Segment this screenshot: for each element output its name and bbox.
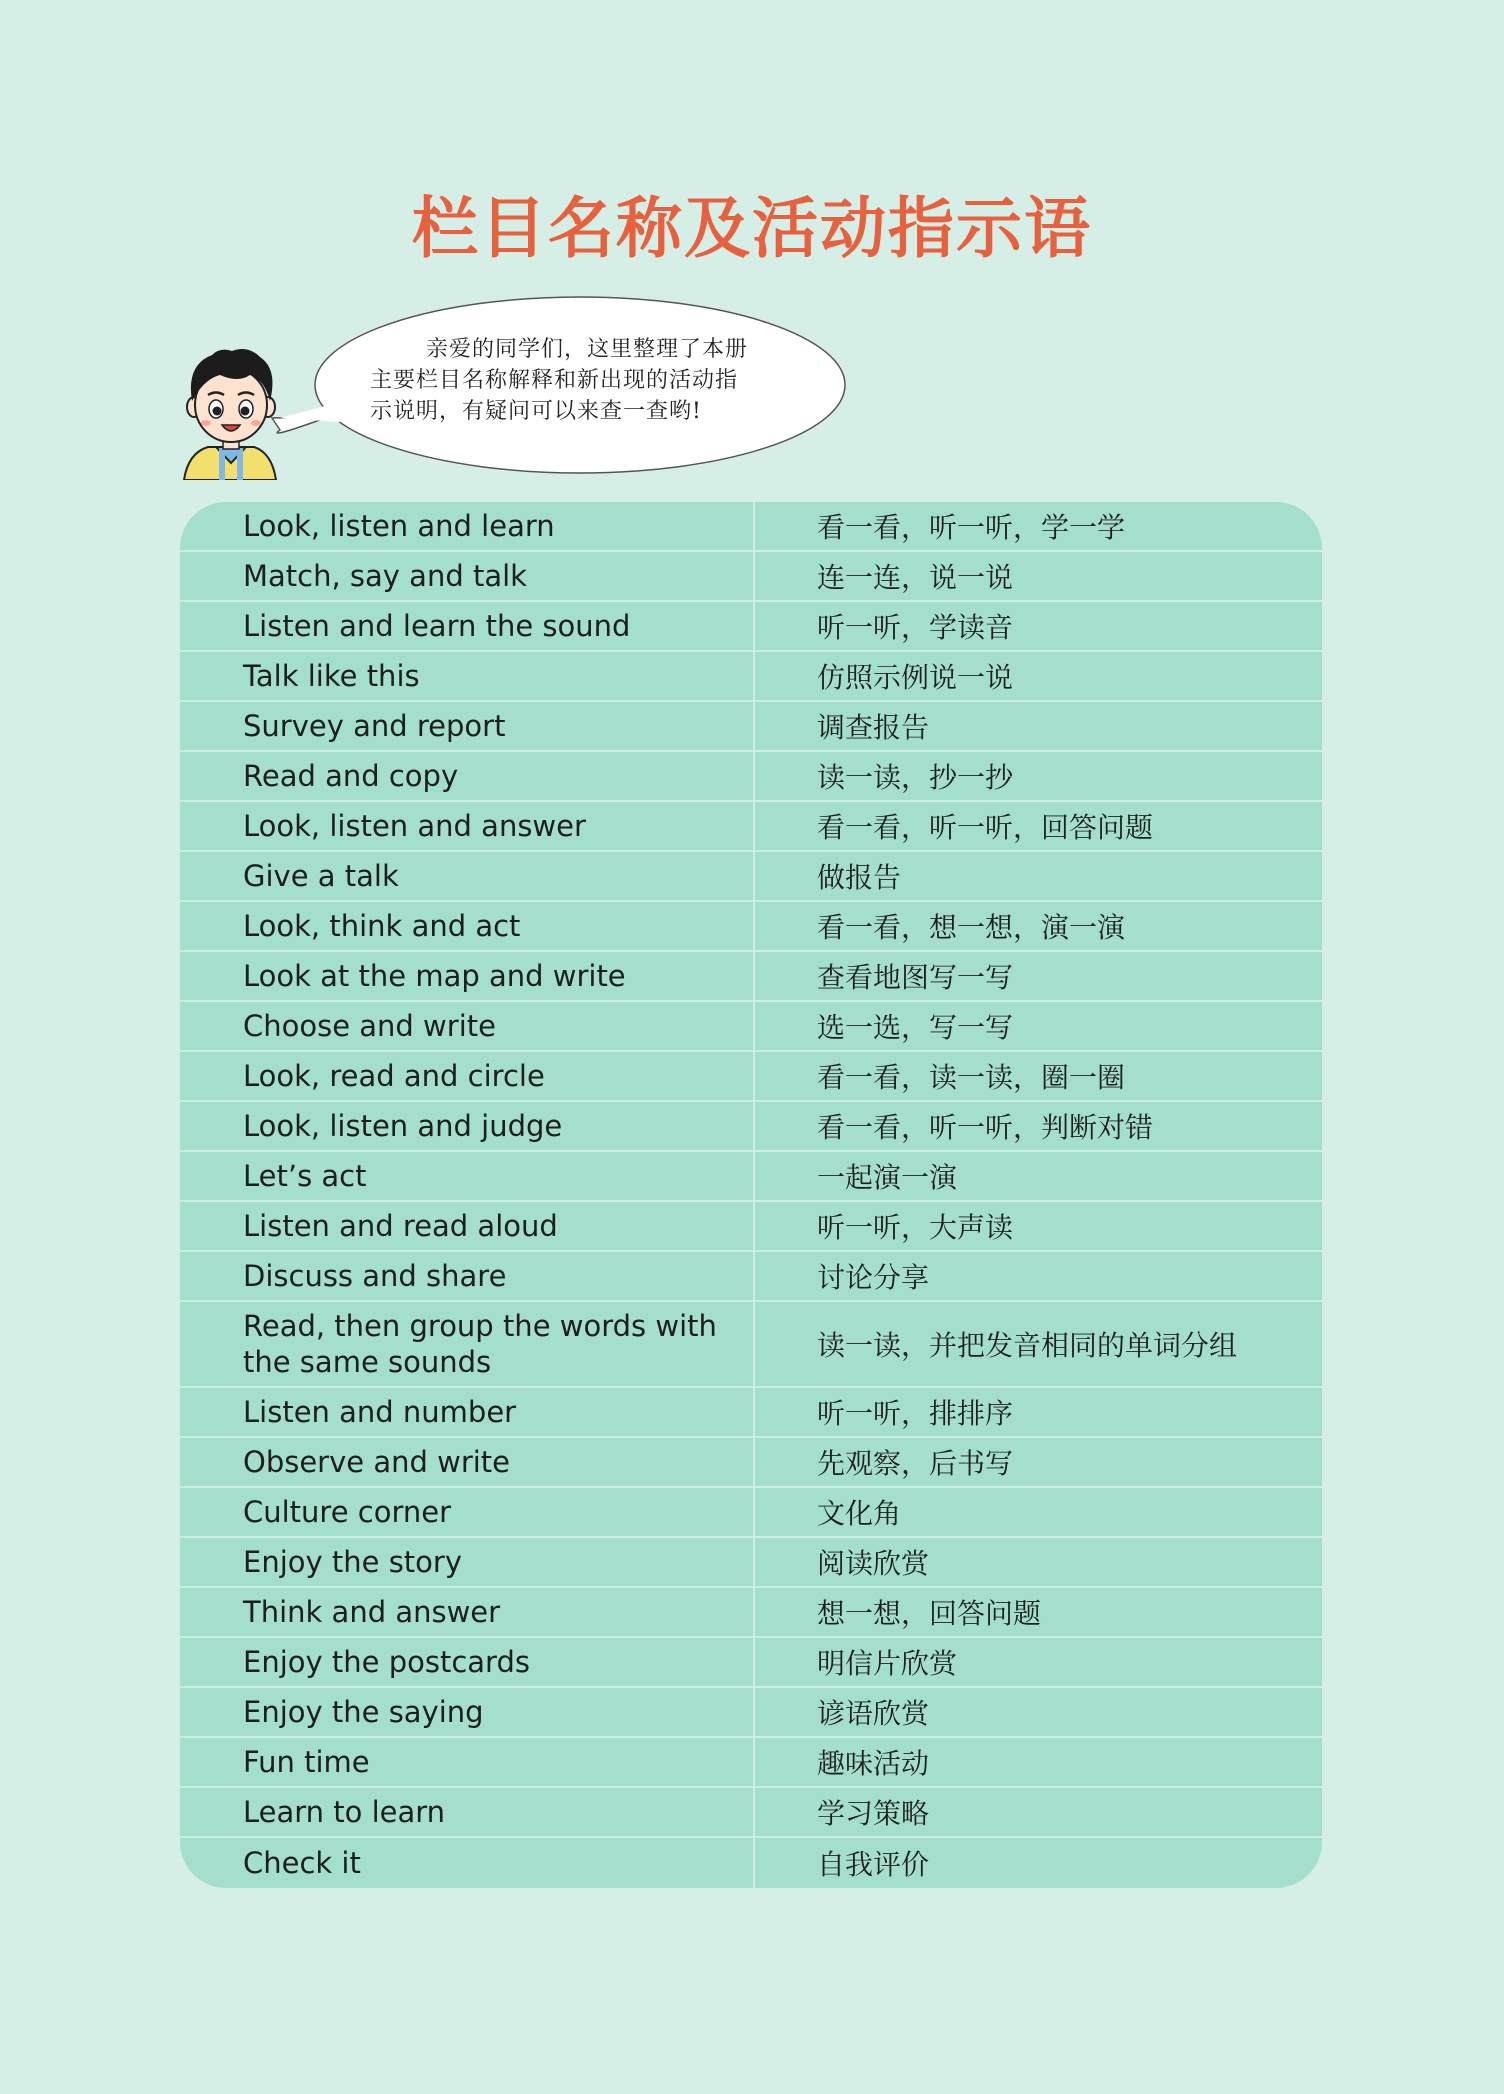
english-term: Look at the map and write <box>243 959 626 993</box>
english-cell <box>180 1588 755 1636</box>
english-cell <box>180 1838 755 1888</box>
table-row <box>180 852 1322 902</box>
english-term: Survey and report <box>243 709 506 743</box>
english-term: Look, listen and answer <box>243 809 586 843</box>
table-row <box>180 1738 1322 1788</box>
chinese-translation: 听一听，大声读 <box>817 1211 1014 1244</box>
table-row <box>180 1688 1322 1738</box>
english-cell <box>180 1152 755 1200</box>
english-cell <box>180 952 755 1000</box>
chinese-translation: 看一看，听一听，判断对错 <box>817 1111 1154 1144</box>
table-row <box>180 602 1322 652</box>
table-row <box>180 652 1322 702</box>
chinese-translation: 趣味活动 <box>817 1747 930 1780</box>
table-row <box>180 952 1322 1002</box>
english-cell <box>180 702 755 750</box>
english-cell <box>180 1252 755 1300</box>
english-term: Look, read and circle <box>243 1059 545 1093</box>
english-cell <box>180 1052 755 1100</box>
english-term: Think and answer <box>243 1595 501 1629</box>
table-row <box>180 1488 1322 1538</box>
english-cell <box>180 1638 755 1686</box>
chinese-translation: 选一选，写一写 <box>817 1011 1014 1044</box>
table-row <box>180 1538 1322 1588</box>
chinese-translation: 自我评价 <box>817 1848 930 1881</box>
chinese-translation: 一起演一演 <box>817 1161 958 1194</box>
chinese-translation: 做报告 <box>817 861 902 894</box>
english-cell <box>180 502 755 550</box>
chinese-translation: 看一看，听一听，学一学 <box>817 511 1126 544</box>
table-row <box>180 1388 1322 1438</box>
speech-line-1: 亲爱的同学们，这里整理了本册 <box>426 337 749 362</box>
english-term: Discuss and share <box>243 1259 507 1293</box>
table-row <box>180 802 1322 852</box>
english-term: Fun time <box>243 1745 370 1779</box>
english-cell <box>180 902 755 950</box>
english-term: Choose and write <box>243 1009 496 1043</box>
english-cell <box>180 1388 755 1436</box>
table-row <box>180 1002 1322 1052</box>
table-row <box>180 1152 1322 1202</box>
english-cell <box>180 802 755 850</box>
english-cell <box>180 1688 755 1736</box>
chinese-translation: 明信片欣赏 <box>817 1647 958 1680</box>
chinese-translation: 听一听，排排序 <box>817 1397 1014 1430</box>
table-row <box>180 752 1322 802</box>
english-term: Talk like this <box>243 659 420 693</box>
chinese-translation: 学习策略 <box>817 1797 930 1830</box>
table-row <box>180 1588 1322 1638</box>
english-term: Look, think and act <box>243 909 521 943</box>
english-term: Enjoy the postcards <box>243 1645 530 1679</box>
english-cell <box>180 1102 755 1150</box>
chinese-translation: 先观察，后书写 <box>817 1447 1014 1480</box>
chinese-translation: 谚语欣赏 <box>817 1697 930 1730</box>
table-row <box>180 1438 1322 1488</box>
english-cell <box>180 1002 755 1050</box>
english-term: Listen and number <box>243 1395 517 1429</box>
glossary-table <box>180 502 1322 1888</box>
english-term: Read, then group the words with the same sounds <box>243 1309 717 1379</box>
chinese-translation: 读一读，抄一抄 <box>817 761 1014 794</box>
english-term: Look, listen and learn <box>243 509 555 543</box>
chinese-translation: 看一看，读一读，圈一圈 <box>817 1061 1126 1094</box>
chinese-translation: 连一连，说一说 <box>817 561 1014 594</box>
table-row <box>180 1202 1322 1252</box>
table-row <box>180 1788 1322 1838</box>
chinese-translation: 读一读，并把发音相同的单词分组 <box>817 1329 1238 1362</box>
english-cell <box>180 852 755 900</box>
english-term: Let’s act <box>243 1159 367 1193</box>
table-row <box>180 1052 1322 1102</box>
table-row <box>180 1638 1322 1688</box>
speech-line-2: 主要栏目名称解释和新出现的活动指 <box>370 368 739 393</box>
chinese-translation: 调查报告 <box>817 711 930 744</box>
table-row <box>180 902 1322 952</box>
speech-line-3: 示说明，有疑问可以来查一查哟! <box>370 399 702 424</box>
english-term: Learn to learn <box>243 1795 446 1829</box>
table-row <box>180 502 1322 552</box>
table-row <box>180 1302 1322 1388</box>
english-cell <box>180 1788 755 1836</box>
english-term: Give a talk <box>243 859 399 893</box>
chinese-translation: 仿照示例说一说 <box>817 661 1014 694</box>
table-row <box>180 1838 1322 1888</box>
english-cell <box>180 552 755 600</box>
english-term: Enjoy the story <box>243 1545 463 1579</box>
chinese-translation: 看一看，想一想，演一演 <box>817 911 1126 944</box>
table-row <box>180 1252 1322 1302</box>
english-term: Listen and learn the sound <box>243 609 631 643</box>
english-cell <box>180 752 755 800</box>
english-cell <box>180 1438 755 1486</box>
english-term: Listen and read aloud <box>243 1209 558 1243</box>
english-term: Observe and write <box>243 1445 511 1479</box>
english-term: Read and copy <box>243 759 459 793</box>
english-term: Match, say and talk <box>243 559 527 593</box>
page-title: 栏目名称及活动指示语 <box>412 190 1092 267</box>
english-cell <box>180 1202 755 1250</box>
chinese-translation: 讨论分享 <box>817 1261 930 1294</box>
english-cell <box>180 652 755 700</box>
english-term: Look, listen and judge <box>243 1109 563 1143</box>
english-cell <box>180 1538 755 1586</box>
table-row <box>180 552 1322 602</box>
chinese-translation: 想一想，回答问题 <box>817 1597 1042 1630</box>
chinese-translation: 看一看，听一听，回答问题 <box>817 811 1154 844</box>
chinese-translation: 听一听，学读音 <box>817 611 1014 644</box>
table-row <box>180 1102 1322 1152</box>
english-cell <box>180 1488 755 1536</box>
chinese-translation: 文化角 <box>817 1497 902 1530</box>
english-cell <box>180 1302 755 1386</box>
english-term: Enjoy the saying <box>243 1695 484 1729</box>
chinese-translation: 阅读欣赏 <box>817 1547 930 1580</box>
speech-text <box>370 334 830 427</box>
english-term: Culture corner <box>243 1495 452 1529</box>
table-row <box>180 702 1322 752</box>
chinese-translation: 查看地图写一写 <box>817 961 1014 994</box>
english-cell <box>180 1738 755 1786</box>
english-term: Check it <box>243 1846 361 1880</box>
english-cell <box>180 602 755 650</box>
